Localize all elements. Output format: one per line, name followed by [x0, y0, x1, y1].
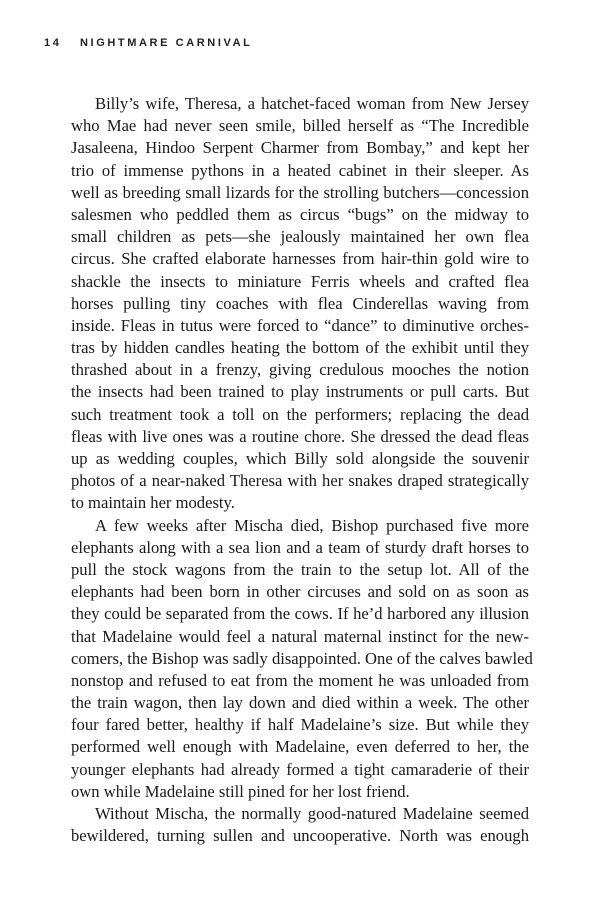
text-line: own while Madelaine still pined for her lost friend. [71, 781, 410, 801]
text-line: they could be separated from the cows. If he’d harbored any illusion [71, 604, 529, 624]
text-line: A few weeks after Mischa died, Bishop purchased five more [95, 515, 529, 535]
text-line: the train wagon, then lay down and died within a week. The other [71, 693, 529, 713]
paragraph [71, 93, 529, 515]
text-line: tras by hidden candles heating the bottom of the exhibit until they [71, 338, 529, 358]
text-line: fleas with live ones was a routine chore. She dressed the dead fleas [71, 426, 529, 446]
text-line: trio of immense pythons in a heated cabinet in their sleeper. As [71, 160, 529, 180]
text-line: younger elephants had already formed a tight camaraderie of their [71, 759, 529, 779]
text-line: salesmen who peddled them as circus “bugs” on the midway to [71, 204, 529, 224]
text-line: pull the stock wagons from the train to the setup lot. All of the [71, 559, 529, 579]
paragraph [71, 515, 533, 803]
text-line: horses pulling tiny coaches with flea Cinderellas waving from [71, 293, 529, 313]
text-line: up as wedding couples, which Billy sold alongside the souvenir [71, 449, 529, 468]
paragraph [71, 803, 529, 847]
text-line: nonstop and refused to eat from the moment he was unloaded from [71, 670, 529, 690]
text-line: thrashed about in a frenzy, giving credulous mooches the notion [71, 360, 529, 380]
text-line: to maintain her modesty. [71, 493, 235, 513]
text-line: Billy’s wife, Theresa, a hatchet-faced woman from New Jersey [95, 94, 529, 113]
text-line: such treatment took a toll on the performers; replacing the dead [71, 404, 529, 424]
running-header [44, 37, 252, 49]
text-line: circus. She crafted elaborate harnesses from hair-thin gold wire to [71, 249, 529, 269]
text-line: well as breeding small lizards for the strolling butchers—concession [71, 182, 529, 202]
text-line: shackle the insects to miniature Ferris wheels and crafted flea [71, 271, 529, 291]
text-line: that Madelaine would feel a natural maternal instinct for the new- [71, 626, 529, 646]
text-line: inside. Fleas in tutus were forced to “dance” to diminutive orches- [71, 315, 529, 335]
text-line: Without Mischa, the normally good-natured Madelaine seemed [95, 804, 529, 823]
text-line: comers, the Bishop was sadly disappointed. One of the calves bawled [71, 648, 533, 668]
body-text [71, 93, 533, 847]
text-line: the insects had been trained to play instruments or pull carts. But [71, 382, 529, 402]
text-line: Jasaleena, Hindoo Serpent Charmer from Bombay,” and kept her [71, 138, 529, 158]
text-line: who Mae had never seen smile, billed herself as “The Incredible [71, 116, 529, 136]
text-line: photos of a near-naked Theresa with her snakes draped strategically [71, 471, 529, 491]
text-line: elephants along with a sea lion and a team of sturdy draft horses to [71, 537, 529, 557]
text-line: performed well enough with Madelaine, even deferred to her, the [71, 737, 529, 757]
running-title: NIGHTMARE CARNIVAL [80, 37, 253, 49]
text-line: elephants had been born in other circuses and sold on as soon as [71, 582, 529, 602]
text-line: bewildered, turning sullen and uncooperative. North was enough [71, 826, 529, 846]
page-number: 14 [44, 37, 62, 49]
text-line: small children as pets—she jealously maintained her own flea [71, 227, 529, 247]
text-line: four fared better, healthy if half Madelaine’s size. But while they [71, 715, 529, 735]
